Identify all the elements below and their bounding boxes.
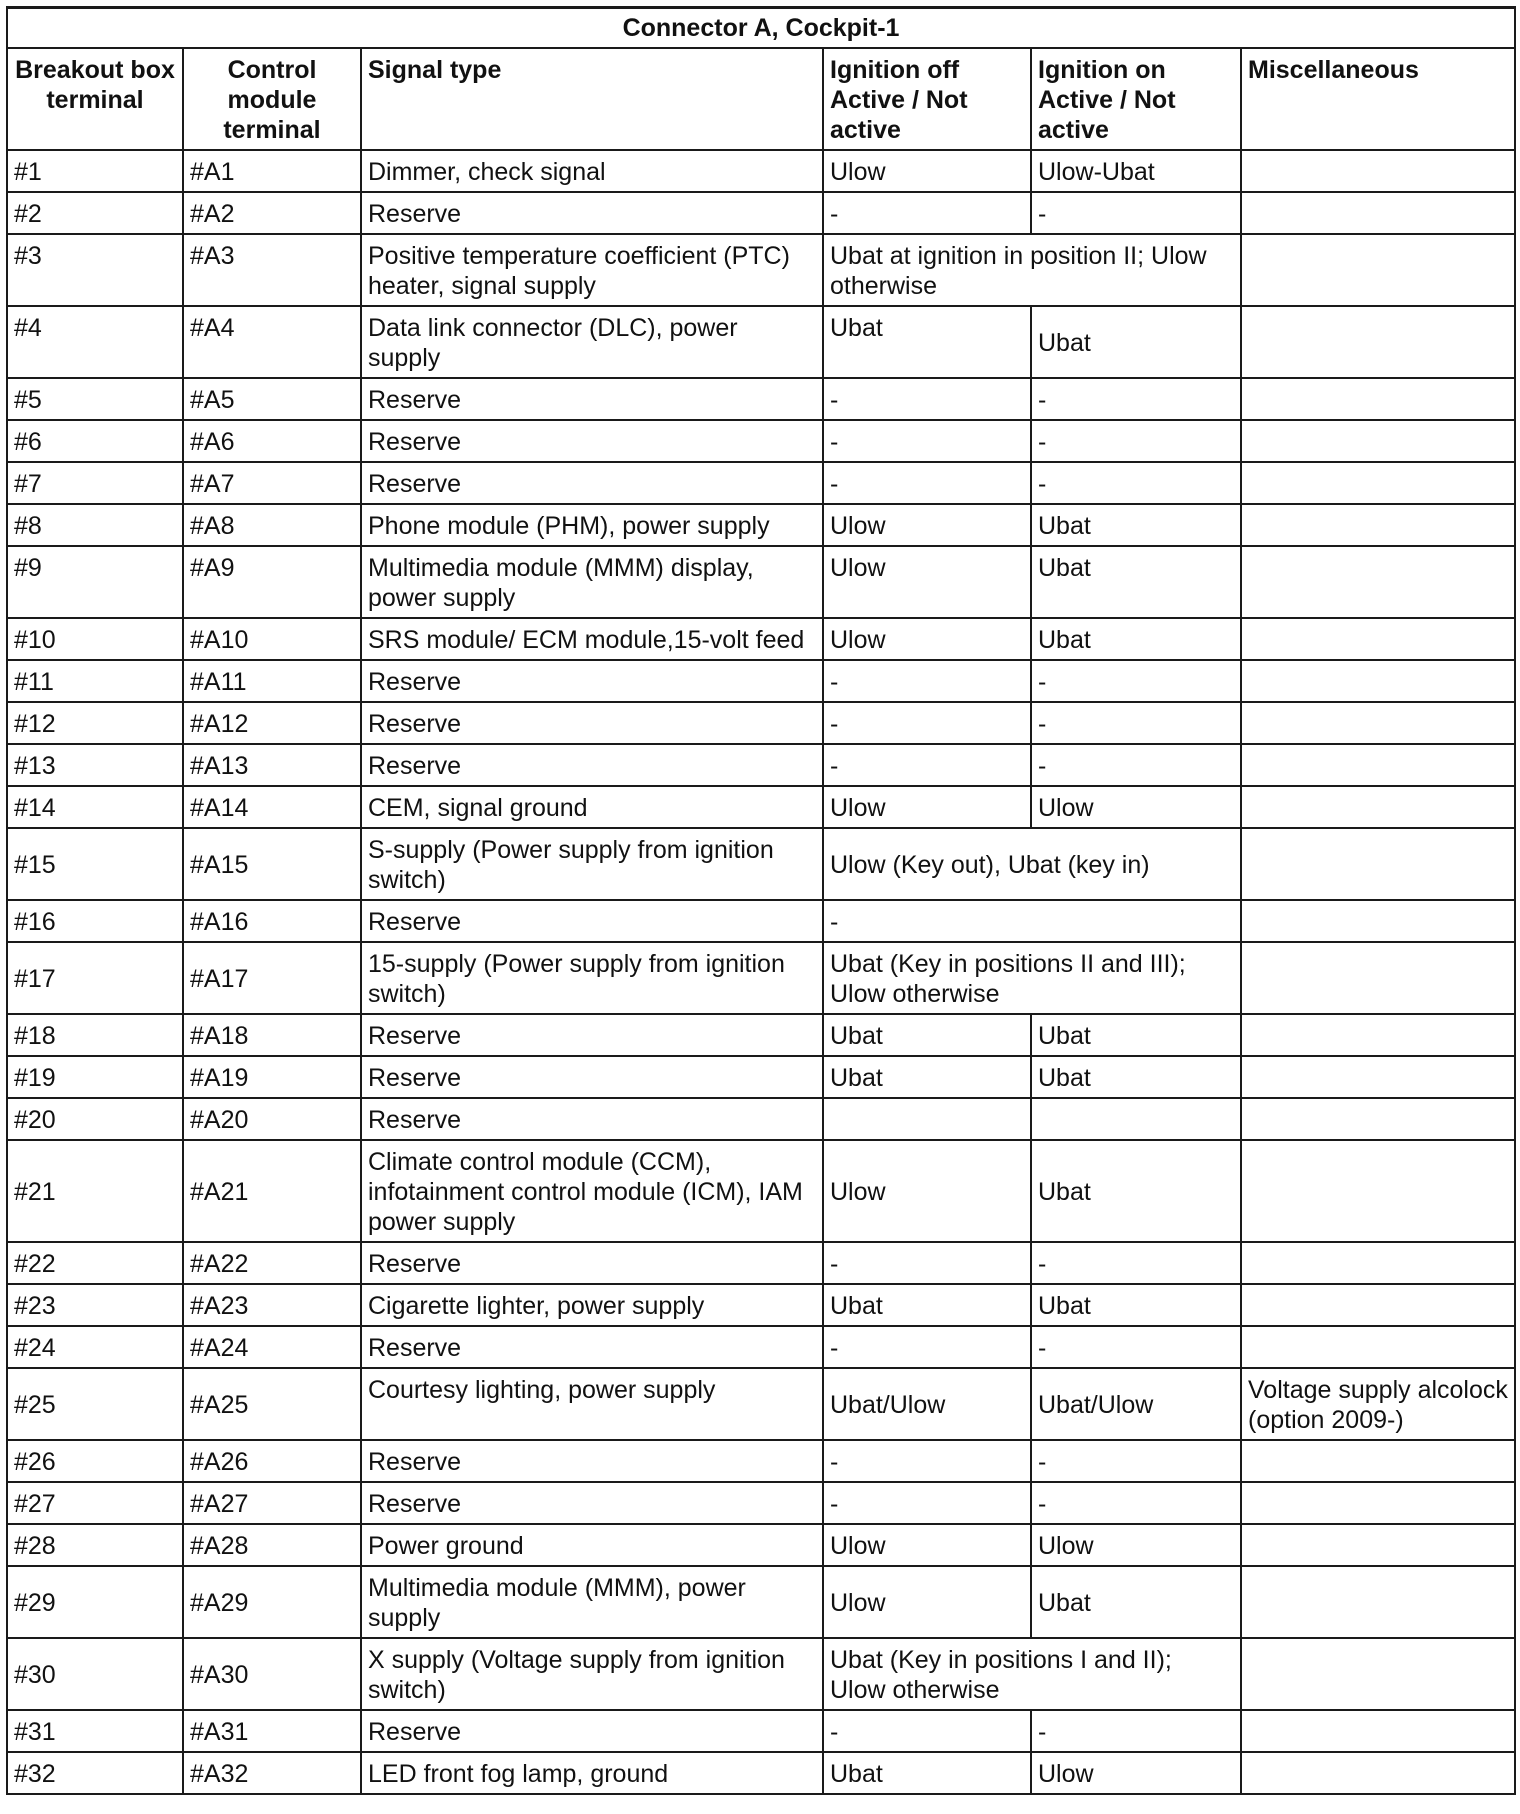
table-row <box>7 1242 1515 1284</box>
ignition-state-cell: Ubat at ignition in position II; Ulow otherwise <box>823 234 1241 306</box>
signal-type-cell: Multimedia module (MMM) display, power supply <box>361 546 823 618</box>
ignition-on-cell: - <box>1031 378 1241 420</box>
ignition-off-cell: - <box>823 660 1031 702</box>
breakout-box-terminal-cell: #27 <box>7 1482 183 1524</box>
signal-type-cell: Courtesy lighting, power supply <box>361 1368 823 1440</box>
ignition-off-cell: Ulow <box>823 150 1031 192</box>
miscellaneous-cell <box>1241 1524 1515 1566</box>
miscellaneous-cell <box>1241 1326 1515 1368</box>
miscellaneous-cell <box>1241 1140 1515 1242</box>
miscellaneous-cell <box>1241 1056 1515 1098</box>
signal-type-cell: Positive temperature coefficient (PTC) heater, signal supply <box>361 234 823 306</box>
connector-table <box>6 6 1516 1795</box>
ignition-on-cell: - <box>1031 744 1241 786</box>
ignition-on-cell: Ubat <box>1031 504 1241 546</box>
ignition-off-cell: Ulow <box>823 786 1031 828</box>
signal-type-cell: Reserve <box>361 1056 823 1098</box>
ignition-on-cell: Ulow <box>1031 1524 1241 1566</box>
ignition-on-cell: - <box>1031 192 1241 234</box>
breakout-box-terminal-cell: #16 <box>7 900 183 942</box>
table-row <box>7 1098 1515 1140</box>
signal-type-cell: Reserve <box>361 192 823 234</box>
table-row <box>7 504 1515 546</box>
ignition-state-cell: - <box>823 900 1241 942</box>
ignition-on-cell: - <box>1031 702 1241 744</box>
ignition-off-cell: - <box>823 744 1031 786</box>
miscellaneous-cell <box>1241 1482 1515 1524</box>
breakout-box-terminal-cell: #29 <box>7 1566 183 1638</box>
control-module-terminal-cell: #A14 <box>183 786 361 828</box>
table-row <box>7 618 1515 660</box>
control-module-terminal-cell: #A7 <box>183 462 361 504</box>
breakout-box-terminal-cell: #4 <box>7 306 183 378</box>
table-row <box>7 1284 1515 1326</box>
table-row <box>7 420 1515 462</box>
breakout-box-terminal-cell: #5 <box>7 378 183 420</box>
signal-type-cell: SRS module/ ECM module,15-volt feed <box>361 618 823 660</box>
header-ignition-off: Ignition off Active / Not active <box>823 48 1031 150</box>
miscellaneous-cell <box>1241 504 1515 546</box>
ignition-off-cell: - <box>823 1482 1031 1524</box>
breakout-box-terminal-cell: #26 <box>7 1440 183 1482</box>
control-module-terminal-cell: #A19 <box>183 1056 361 1098</box>
control-module-terminal-cell: #A22 <box>183 1242 361 1284</box>
control-module-terminal-cell: #A31 <box>183 1710 361 1752</box>
ignition-state-cell: Ubat (Key in positions II and III); Ulow otherwise <box>823 942 1241 1014</box>
ignition-off-cell: Ubat <box>823 1056 1031 1098</box>
control-module-terminal-cell: #A3 <box>183 234 361 306</box>
ignition-off-cell: - <box>823 1326 1031 1368</box>
ignition-on-cell: - <box>1031 1326 1241 1368</box>
breakout-box-terminal-cell: #13 <box>7 744 183 786</box>
table-row <box>7 234 1515 306</box>
control-module-terminal-cell: #A26 <box>183 1440 361 1482</box>
ignition-off-cell: - <box>823 420 1031 462</box>
table-row <box>7 900 1515 942</box>
header-miscellaneous: Miscellaneous <box>1241 48 1515 150</box>
breakout-box-terminal-cell: #22 <box>7 1242 183 1284</box>
control-module-terminal-cell: #A5 <box>183 378 361 420</box>
ignition-off-cell: - <box>823 1710 1031 1752</box>
control-module-terminal-cell: #A8 <box>183 504 361 546</box>
table-title-row <box>7 8 1515 49</box>
miscellaneous-cell <box>1241 234 1515 306</box>
miscellaneous-cell <box>1241 462 1515 504</box>
ignition-off-cell: Ulow <box>823 546 1031 618</box>
signal-type-cell: CEM, signal ground <box>361 786 823 828</box>
header-control-module-terminal: Control module terminal <box>183 48 361 150</box>
signal-type-cell: Reserve <box>361 1440 823 1482</box>
signal-type-cell: Dimmer, check signal <box>361 150 823 192</box>
breakout-box-terminal-cell: #15 <box>7 828 183 900</box>
ignition-state-cell: Ubat (Key in positions I and II); Ulow otherwise <box>823 1638 1241 1710</box>
breakout-box-terminal-cell: #32 <box>7 1752 183 1794</box>
table-row <box>7 462 1515 504</box>
miscellaneous-cell <box>1241 150 1515 192</box>
ignition-on-cell: Ubat <box>1031 1140 1241 1242</box>
ignition-off-cell: - <box>823 1242 1031 1284</box>
signal-type-cell: Reserve <box>361 462 823 504</box>
control-module-terminal-cell: #A6 <box>183 420 361 462</box>
breakout-box-terminal-cell: #25 <box>7 1368 183 1440</box>
signal-type-cell: Reserve <box>361 1014 823 1056</box>
signal-type-cell: Data link connector (DLC), power supply <box>361 306 823 378</box>
signal-type-cell: S-supply (Power supply from ignition switch) <box>361 828 823 900</box>
table-row <box>7 306 1515 378</box>
miscellaneous-cell <box>1241 942 1515 1014</box>
miscellaneous-cell <box>1241 828 1515 900</box>
control-module-terminal-cell: #A24 <box>183 1326 361 1368</box>
control-module-terminal-cell: #A25 <box>183 1368 361 1440</box>
control-module-terminal-cell: #A11 <box>183 660 361 702</box>
table-row <box>7 192 1515 234</box>
control-module-terminal-cell: #A30 <box>183 1638 361 1710</box>
breakout-box-terminal-cell: #10 <box>7 618 183 660</box>
ignition-on-cell: - <box>1031 1242 1241 1284</box>
ignition-on-cell: - <box>1031 462 1241 504</box>
breakout-box-terminal-cell: #7 <box>7 462 183 504</box>
header-ignition-on: Ignition on Active / Not active <box>1031 48 1241 150</box>
ignition-on-cell: - <box>1031 1710 1241 1752</box>
miscellaneous-cell <box>1241 192 1515 234</box>
breakout-box-terminal-cell: #19 <box>7 1056 183 1098</box>
breakout-box-terminal-cell: #24 <box>7 1326 183 1368</box>
table-row <box>7 660 1515 702</box>
ignition-on-cell: Ulow <box>1031 786 1241 828</box>
header-signal-type: Signal type <box>361 48 823 150</box>
control-module-terminal-cell: #A21 <box>183 1140 361 1242</box>
breakout-box-terminal-cell: #30 <box>7 1638 183 1710</box>
signal-type-cell: Power ground <box>361 1524 823 1566</box>
ignition-off-cell: Ubat <box>823 1752 1031 1794</box>
control-module-terminal-cell: #A20 <box>183 1098 361 1140</box>
table-title: Connector A, Cockpit-1 <box>7 8 1515 49</box>
ignition-off-cell: - <box>823 378 1031 420</box>
miscellaneous-cell <box>1241 618 1515 660</box>
breakout-box-terminal-cell: #23 <box>7 1284 183 1326</box>
miscellaneous-cell <box>1241 744 1515 786</box>
breakout-box-terminal-cell: #14 <box>7 786 183 828</box>
control-module-terminal-cell: #A16 <box>183 900 361 942</box>
control-module-terminal-cell: #A23 <box>183 1284 361 1326</box>
table-row <box>7 546 1515 618</box>
breakout-box-terminal-cell: #17 <box>7 942 183 1014</box>
control-module-terminal-cell: #A1 <box>183 150 361 192</box>
ignition-state-cell: Ulow (Key out), Ubat (key in) <box>823 828 1241 900</box>
control-module-terminal-cell: #A10 <box>183 618 361 660</box>
breakout-box-terminal-cell: #20 <box>7 1098 183 1140</box>
signal-type-cell: 15-supply (Power supply from ignition switch) <box>361 942 823 1014</box>
ignition-off-cell <box>823 1098 1031 1140</box>
control-module-terminal-cell: #A12 <box>183 702 361 744</box>
ignition-off-cell: Ulow <box>823 618 1031 660</box>
signal-type-cell: Reserve <box>361 420 823 462</box>
breakout-box-terminal-cell: #18 <box>7 1014 183 1056</box>
signal-type-cell: Climate control module (CCM), infotainment control module (ICM), IAM power supply <box>361 1140 823 1242</box>
miscellaneous-cell <box>1241 660 1515 702</box>
signal-type-cell: Cigarette lighter, power supply <box>361 1284 823 1326</box>
ignition-on-cell: - <box>1031 1440 1241 1482</box>
breakout-box-terminal-cell: #8 <box>7 504 183 546</box>
miscellaneous-cell <box>1241 1098 1515 1140</box>
ignition-on-cell: Ulow-Ubat <box>1031 150 1241 192</box>
signal-type-cell: Phone module (PHM), power supply <box>361 504 823 546</box>
ignition-off-cell: - <box>823 1440 1031 1482</box>
miscellaneous-cell <box>1241 1710 1515 1752</box>
table-row <box>7 1368 1515 1440</box>
ignition-off-cell: Ubat <box>823 1014 1031 1056</box>
table-row <box>7 1140 1515 1242</box>
ignition-on-cell <box>1031 1098 1241 1140</box>
header-breakout-box-terminal: Breakout box terminal <box>7 48 183 150</box>
ignition-on-cell: Ubat <box>1031 306 1241 378</box>
table-row <box>7 1710 1515 1752</box>
ignition-on-cell: - <box>1031 420 1241 462</box>
ignition-off-cell: Ubat/Ulow <box>823 1368 1031 1440</box>
table-row <box>7 1482 1515 1524</box>
ignition-off-cell: Ubat <box>823 1284 1031 1326</box>
ignition-off-cell: - <box>823 192 1031 234</box>
breakout-box-terminal-cell: #9 <box>7 546 183 618</box>
signal-type-cell: Reserve <box>361 660 823 702</box>
control-module-terminal-cell: #A18 <box>183 1014 361 1056</box>
ignition-on-cell: - <box>1031 660 1241 702</box>
miscellaneous-cell: Voltage supply alcolock (option 2009-) <box>1241 1368 1515 1440</box>
breakout-box-terminal-cell: #6 <box>7 420 183 462</box>
miscellaneous-cell <box>1241 1284 1515 1326</box>
control-module-terminal-cell: #A4 <box>183 306 361 378</box>
table-row <box>7 1056 1515 1098</box>
miscellaneous-cell <box>1241 1014 1515 1056</box>
ignition-on-cell: Ubat/Ulow <box>1031 1368 1241 1440</box>
signal-type-cell: Reserve <box>361 1098 823 1140</box>
ignition-on-cell: Ubat <box>1031 618 1241 660</box>
table-row <box>7 378 1515 420</box>
table-row <box>7 1524 1515 1566</box>
control-module-terminal-cell: #A32 <box>183 1752 361 1794</box>
signal-type-cell: Reserve <box>361 1326 823 1368</box>
ignition-off-cell: Ulow <box>823 1566 1031 1638</box>
table-header-row <box>7 48 1515 150</box>
ignition-on-cell: Ubat <box>1031 1014 1241 1056</box>
control-module-terminal-cell: #A9 <box>183 546 361 618</box>
table-row <box>7 744 1515 786</box>
ignition-off-cell: Ulow <box>823 1140 1031 1242</box>
control-module-terminal-cell: #A15 <box>183 828 361 900</box>
control-module-terminal-cell: #A27 <box>183 1482 361 1524</box>
breakout-box-terminal-cell: #31 <box>7 1710 183 1752</box>
control-module-terminal-cell: #A28 <box>183 1524 361 1566</box>
signal-type-cell: Reserve <box>361 702 823 744</box>
signal-type-cell: Reserve <box>361 900 823 942</box>
ignition-off-cell: Ulow <box>823 504 1031 546</box>
miscellaneous-cell <box>1241 786 1515 828</box>
signal-type-cell: Reserve <box>361 1710 823 1752</box>
breakout-box-terminal-cell: #28 <box>7 1524 183 1566</box>
ignition-on-cell: Ubat <box>1031 1566 1241 1638</box>
ignition-on-cell: - <box>1031 1482 1241 1524</box>
ignition-off-cell: Ubat <box>823 306 1031 378</box>
miscellaneous-cell <box>1241 546 1515 618</box>
miscellaneous-cell <box>1241 1638 1515 1710</box>
miscellaneous-cell <box>1241 1752 1515 1794</box>
control-module-terminal-cell: #A2 <box>183 192 361 234</box>
signal-type-cell: Reserve <box>361 378 823 420</box>
signal-type-cell: LED front fog lamp, ground <box>361 1752 823 1794</box>
breakout-box-terminal-cell: #21 <box>7 1140 183 1242</box>
control-module-terminal-cell: #A29 <box>183 1566 361 1638</box>
ignition-off-cell: Ulow <box>823 1524 1031 1566</box>
breakout-box-terminal-cell: #1 <box>7 150 183 192</box>
table-row <box>7 1440 1515 1482</box>
ignition-on-cell: Ulow <box>1031 1752 1241 1794</box>
signal-type-cell: Reserve <box>361 744 823 786</box>
table-row <box>7 786 1515 828</box>
signal-type-cell: Reserve <box>361 1242 823 1284</box>
table-row <box>7 1326 1515 1368</box>
ignition-on-cell: Ubat <box>1031 1056 1241 1098</box>
table-row <box>7 1566 1515 1638</box>
miscellaneous-cell <box>1241 1242 1515 1284</box>
table-row <box>7 942 1515 1014</box>
control-module-terminal-cell: #A17 <box>183 942 361 1014</box>
breakout-box-terminal-cell: #12 <box>7 702 183 744</box>
ignition-off-cell: - <box>823 462 1031 504</box>
miscellaneous-cell <box>1241 702 1515 744</box>
miscellaneous-cell <box>1241 306 1515 378</box>
breakout-box-terminal-cell: #2 <box>7 192 183 234</box>
miscellaneous-cell <box>1241 420 1515 462</box>
miscellaneous-cell <box>1241 1440 1515 1482</box>
ignition-off-cell: - <box>823 702 1031 744</box>
table-row <box>7 1638 1515 1710</box>
miscellaneous-cell <box>1241 900 1515 942</box>
miscellaneous-cell <box>1241 378 1515 420</box>
signal-type-cell: Multimedia module (MMM), power supply <box>361 1566 823 1638</box>
table-row <box>7 1014 1515 1056</box>
control-module-terminal-cell: #A13 <box>183 744 361 786</box>
ignition-on-cell: Ubat <box>1031 1284 1241 1326</box>
signal-type-cell: X supply (Voltage supply from ignition switch) <box>361 1638 823 1710</box>
table-row <box>7 828 1515 900</box>
breakout-box-terminal-cell: #3 <box>7 234 183 306</box>
table-row <box>7 1752 1515 1794</box>
ignition-on-cell: Ubat <box>1031 546 1241 618</box>
breakout-box-terminal-cell: #11 <box>7 660 183 702</box>
miscellaneous-cell <box>1241 1566 1515 1638</box>
table-row <box>7 702 1515 744</box>
signal-type-cell: Reserve <box>361 1482 823 1524</box>
table-row <box>7 150 1515 192</box>
